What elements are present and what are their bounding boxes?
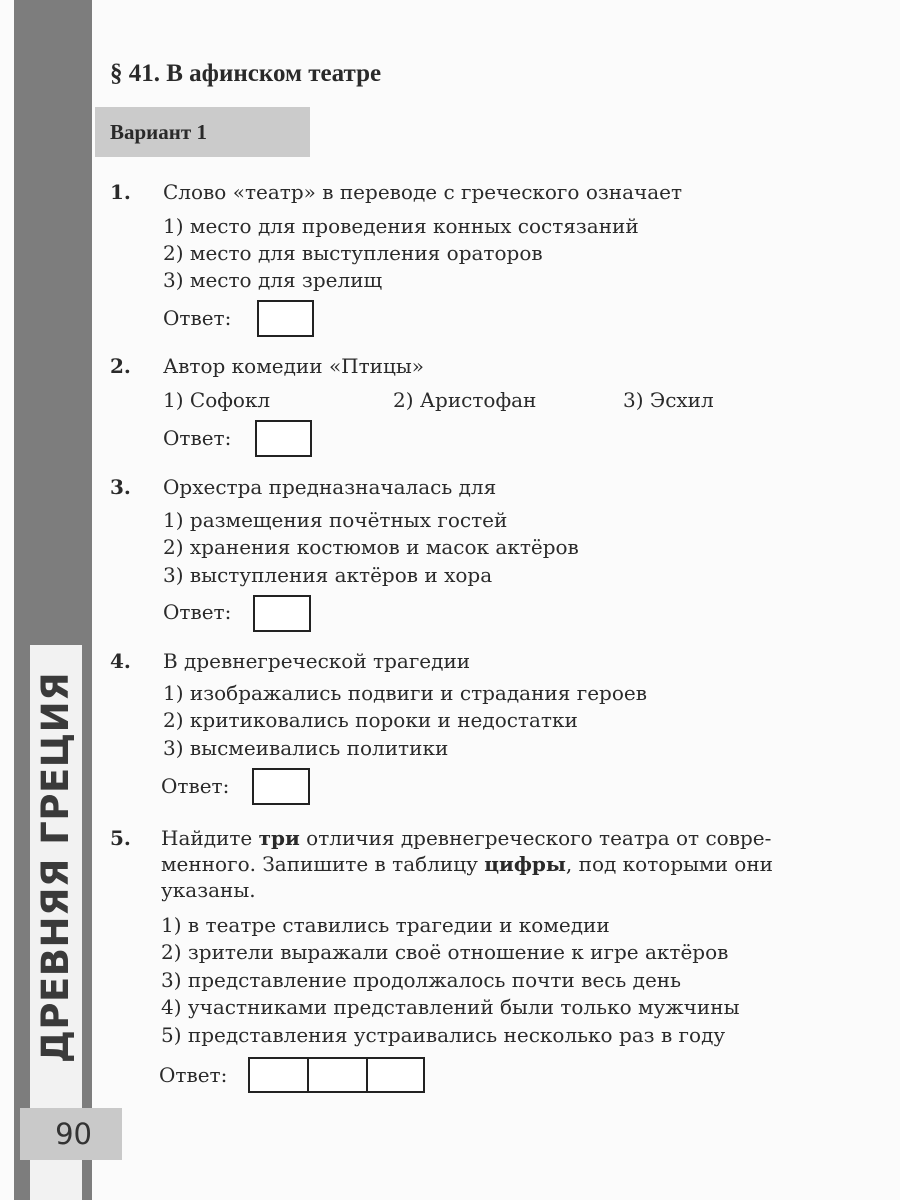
page-number: 90 bbox=[20, 1108, 122, 1160]
answer-label: Ответ: bbox=[163, 306, 232, 330]
answer-label: Ответ: bbox=[163, 600, 232, 624]
question-text: Найдите три отличия древнегреческого театра от совре- bbox=[161, 826, 772, 850]
option: 1) в театре ставились трагедии и комедии bbox=[161, 913, 610, 937]
option: 2) зрители выражали своё отношение к игре актёров bbox=[161, 940, 729, 964]
answer-box[interactable] bbox=[255, 420, 312, 457]
question-number: 5. bbox=[110, 826, 131, 850]
answer-box[interactable] bbox=[257, 300, 314, 337]
question-text: В древнегреческой трагедии bbox=[163, 649, 471, 673]
question-text: Слово «театр» в переводе с греческого означает bbox=[163, 180, 683, 204]
option: 4) участниками представлений были только мужчины bbox=[161, 995, 740, 1019]
question-number: 4. bbox=[110, 649, 131, 673]
question-text: менного. Запишите в таблицу цифры, под которыми они bbox=[161, 852, 773, 876]
answer-cell[interactable] bbox=[250, 1059, 309, 1091]
option: 2) критиковались пороки и недостатки bbox=[163, 708, 578, 732]
option: 1) Софокл bbox=[163, 388, 271, 412]
question-text: указаны. bbox=[161, 878, 256, 902]
answer-label: Ответ: bbox=[159, 1063, 228, 1087]
variant-label: Вариант 1 bbox=[95, 107, 310, 157]
answer-box[interactable] bbox=[253, 595, 311, 632]
option: 2) место для выступления ораторов bbox=[163, 241, 543, 265]
option: 2) Аристофан bbox=[393, 388, 537, 412]
answer-box[interactable] bbox=[252, 768, 310, 805]
option: 5) представления устраивались несколько раз в году bbox=[161, 1023, 726, 1047]
question-number: 3. bbox=[110, 475, 131, 499]
question-text: Орхестра предназначалась для bbox=[163, 475, 497, 499]
option: 3) выступления актёров и хора bbox=[163, 563, 493, 587]
answer-label: Ответ: bbox=[163, 426, 232, 450]
question-number: 1. bbox=[110, 180, 131, 204]
option: 1) изображались подвиги и страдания героев bbox=[163, 681, 647, 705]
question-number: 2. bbox=[110, 354, 131, 378]
option: 3) место для зрелищ bbox=[163, 268, 383, 292]
option: 3) Эсхил bbox=[623, 388, 714, 412]
sidebar-label bbox=[30, 645, 82, 1090]
section-title: § 41. В афинском театре bbox=[110, 60, 382, 87]
option: 2) хранения костюмов и масок актёров bbox=[163, 535, 579, 559]
sidebar-label-text: ДРЕВНЯЯ ГРЕЦИЯ bbox=[34, 671, 78, 1064]
answer-table[interactable] bbox=[248, 1057, 425, 1093]
option: 3) высмеивались политики bbox=[163, 736, 449, 760]
option: 1) место для проведения конных состязаний bbox=[163, 214, 639, 238]
option: 3) представление продолжалось почти весь день bbox=[161, 968, 682, 992]
answer-label: Ответ: bbox=[161, 774, 230, 798]
question-text: Автор комедии «Птицы» bbox=[163, 354, 425, 378]
answer-cell[interactable] bbox=[309, 1059, 368, 1091]
option: 1) размещения почётных гостей bbox=[163, 508, 508, 532]
